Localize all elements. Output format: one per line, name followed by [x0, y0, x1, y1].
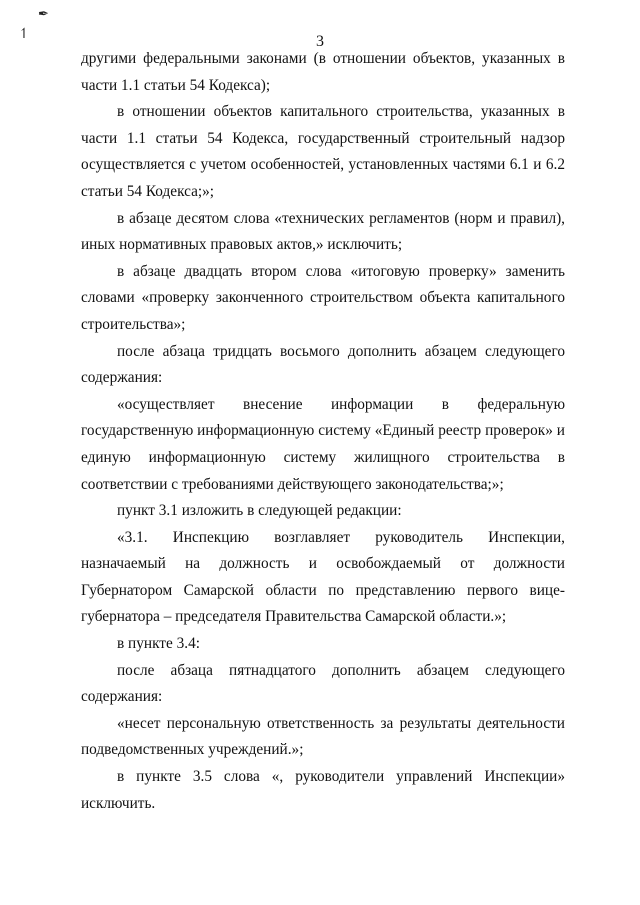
page-number: 3 — [316, 33, 324, 50]
document-body — [81, 46, 565, 817]
paragraph: после абзаца тридцать восьмого дополнить абзацем следующего содержания: — [81, 342, 565, 387]
paragraph: «несет персональную ответственность за результаты деятельности подведомственных учреждений.»; — [81, 714, 565, 759]
paragraph: в пункте 3.4: — [117, 635, 200, 653]
paragraph: после абзаца пятнадцатого дополнить абзацем следующего содержания: — [81, 661, 565, 706]
scan-mark: ↿ — [18, 27, 30, 42]
paragraph: в абзаце двадцать втором слова «итоговую проверку» заменить словами «проверку законченного строительством объекта капитального строительства»; — [81, 262, 565, 333]
paragraph: в абзаце десятом слова «технических регламентов (норм и правил), иных нормативных правовых актов,» исключить; — [81, 209, 565, 254]
paragraph: «3.1. Инспекцию возглавляет руководитель Инспекции, назначаемый на должность и освобождаемый от должности Губернатором Самарской области по представлению первого вице-губернатора – председателя Правительства Самарской области.»; — [81, 528, 565, 626]
paragraph: «осуществляет внесение информации в федеральную государственную информационную систему «Единый реестр проверок» и единую информационную систему жилищного строительства в соответствии с требованиями действующего законодательства;»; — [81, 395, 565, 493]
paragraph: другими федеральными законами (в отношении объектов, указанных в части 1.1 статьи 54 Кодекса); — [81, 50, 565, 94]
paragraph: пункт 3.1 изложить в следующей редакции: — [117, 502, 402, 520]
paragraph: в отношении объектов капитального строительства, указанных в части 1.1 статьи 54 Кодекса, государственный строительный надзор осуществляется с учетом особенностей, установленных частями 6.1 и 6.2 статьи 54 Кодекса;»; — [81, 103, 565, 200]
scan-mark: ✒ — [38, 6, 49, 21]
paragraph: в пункте 3.5 слова «, руководители управлений Инспекции» исключить. — [81, 768, 565, 812]
